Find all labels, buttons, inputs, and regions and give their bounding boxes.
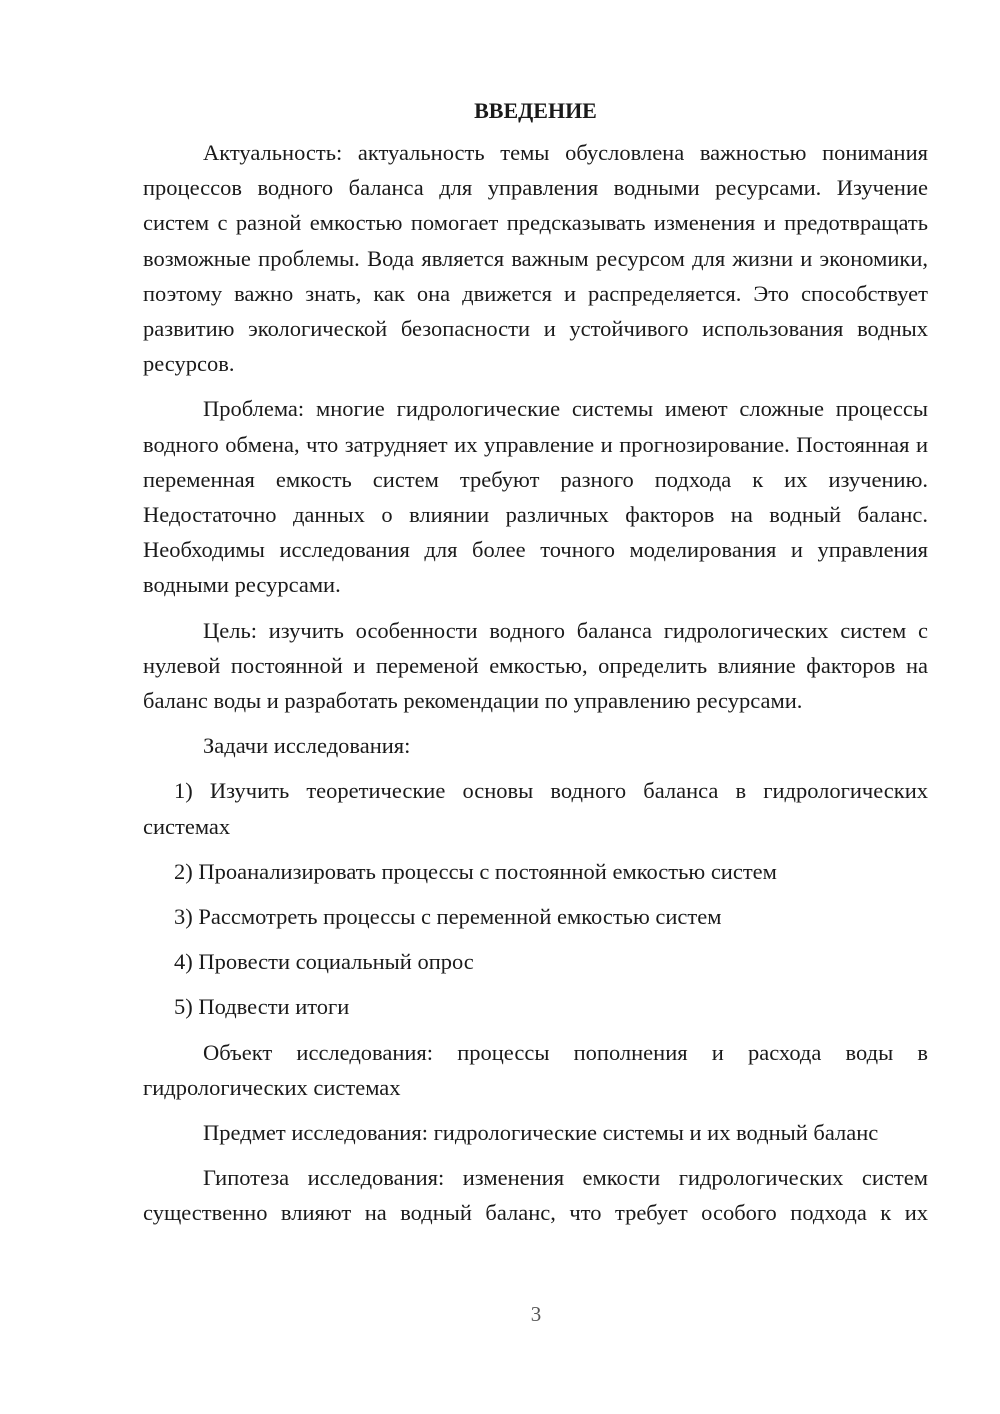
paragraph-tasks-heading: Задачи исследования: [203, 733, 411, 759]
tasks-list [143, 773, 928, 1024]
page-number: 3 [530, 1302, 542, 1326]
list-item: 4) Провести социальный опрос [174, 949, 474, 975]
paragraph-goal: Цель: изучить особенности водного баланса гидрологических систем с нулевой постоянной и переменой емкостью, определить влияние факторов на баланс воды и разработать рекомендации по управлению ресурсами. [143, 617, 928, 714]
list-item: 1) Изучить теоретические основы водного баланса в гидрологических системах [143, 778, 928, 839]
paragraph-hypothesis: Гипотеза исследования: изменения емкости гидрологических систем существенно влияют на водный баланс, что требует особого подхода к их [143, 1165, 928, 1226]
list-item: 5) Подвести итоги [174, 994, 350, 1020]
paragraph-problem: Проблема: многие гидрологические системы имеют сложные процессы водного обмена, что затрудняет их управление и прогнозирование. Постоянная и переменная емкость систем требуют разного подхода к их изучению. Недостаточно данных о влиянии различных факторов на водный баланс. Необходимы исследования для более точного моделирования и управления водными ресурсами. [143, 396, 928, 598]
list-item: 2) Проанализировать процессы с постоянной емкостью систем [174, 858, 777, 884]
section-title: ВВЕДЕНИЕ [474, 98, 597, 123]
paragraph-subject: Предмет исследования: гидрологические системы и их водный баланс [203, 1120, 879, 1146]
page-content [143, 93, 928, 1231]
list-item: 3) Рассмотреть процессы с переменной емкостью систем [174, 904, 722, 930]
paragraph-relevance: Актуальность: актуальность темы обусловлена важностью понимания процессов водного баланса для управления водными ресурсами. Изучение систем с разной емкостью помогает предсказывать изменения и предотвращать возможные проблемы. Вода является важным ресурсом для жизни и экономики, поэтому важно знать, как она движется и распределяется. Это способствует развитию экологической безопасности и устойчивого использования водных ресурсов. [143, 140, 928, 377]
paragraph-object: Объект исследования: процессы пополнения и расхода воды в гидрологических системах [143, 1039, 928, 1100]
